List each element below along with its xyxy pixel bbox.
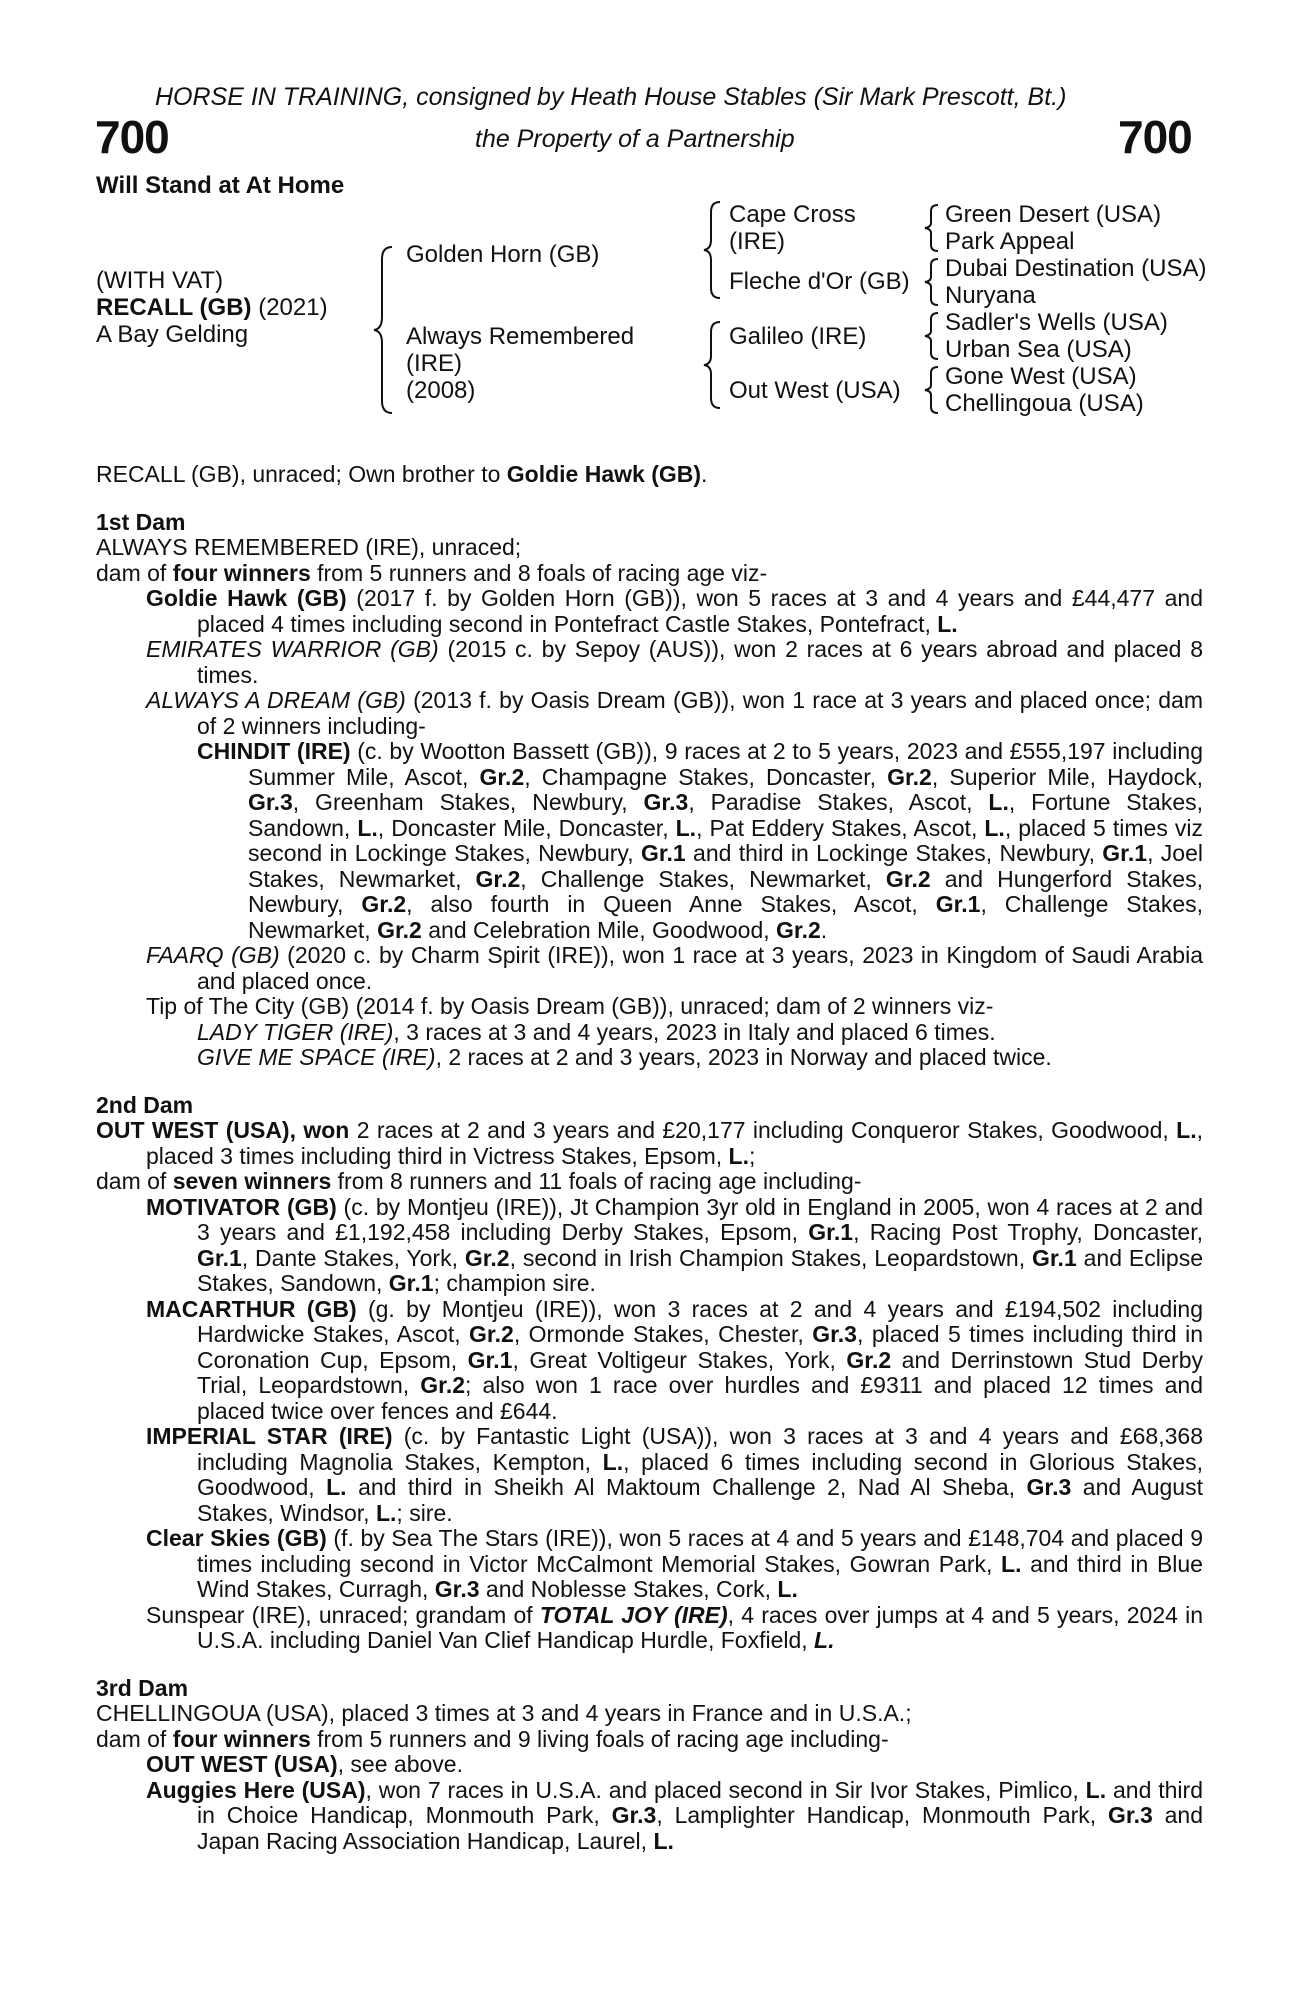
property-line: the Property of a Partnership	[475, 125, 795, 153]
horse-name	[96, 294, 328, 321]
progeny-auggies-here: Auggies Here (USA), won 7 races in U.S.A. and placed second in Sir Ivor Stakes, Pimlico, L. and third in Choice Handicap, Monmouth Park, Gr.3, Lamplighter Handicap, Monmouth Park, Gr.3 and Japan Racing Association Handicap, Laurel, L.	[146, 1776, 1203, 1854]
sds: Dubai Destination (USA)	[945, 255, 1207, 282]
consignment-line: HORSE IN TRAINING, consigned by Heath House Stables (Sir Mark Prescott, Bt.)	[155, 83, 1067, 111]
progeny-chindit: CHINDIT (IRE) (c. by Wootton Bassett (GB)), 9 races at 2 to 5 years, 2023 and £555,197 including Summer Mile, Ascot, Gr.2, Champagne Stakes, Doncaster, Gr.2, Superior Mile, Haydock, Gr.3, Greenham Stakes, Newbury, Gr.3, Paradise Stakes, Ascot, L., Fortune Stakes, Sandown, L., Doncaster Mile, Doncaster, L., Pat Eddery Stakes, Ascot, L., placed 5 times viz second in Lockinge Stakes, Newbury, Gr.1 and third in Lockinge Stakes, Newbury, Gr.1, Joel Stakes, Newmarket, Gr.2, Challenge Stakes, Newmarket, Gr.2 and Hungerford Stakes, Newbury, Gr.2, also fourth in Queen Anne Stakes, Ascot, Gr.1, Challenge Stakes, Newmarket, Gr.2 and Celebration Mile, Goodwood, Gr.2.	[197, 738, 1204, 943]
third-dam-heading: 3rd Dam	[96, 1674, 189, 1701]
vat-note: (WITH VAT)	[96, 267, 224, 294]
progeny-imperial-star: IMPERIAL STAR (IRE) (c. by Fantastic Light (USA)), won 3 races at 3 and 4 years and £68,368 including Magnolia Stakes, Kempton, L., placed 6 times including second in Glorious Stakes, Goodwood, L. and third in Sheikh Al Maktoum Challenge 2, Nad Al Sheba, Gr.3 and August Stakes, Windsor, L.; sire.	[146, 1423, 1204, 1526]
progeny-always-a-dream: ALWAYS A DREAM (GB) (2013 f. by Oasis Dream (GB)), won 1 race at 3 years and placed once; dam of 2 winners including-	[146, 687, 1203, 739]
brace-gen1	[370, 245, 400, 415]
dam-dam: Out West (USA)	[729, 377, 901, 404]
progeny-give-me-space: GIVE ME SPACE (IRE), 2 races at 2 and 3 years, 2023 in Norway and placed twice.	[197, 1044, 1052, 1070]
goldie-hawk-ref: Goldie Hawk (GB)	[506, 461, 702, 487]
second-dam-line: OUT WEST (USA), won 2 races at 2 and 3 years and £20,177 including Conqueror Stakes, Goodwood, L., placed 3 times including third in Victress Stakes, Epsom, L.;	[96, 1117, 1203, 1169]
brace-gen3-3	[922, 311, 942, 361]
intro-line: RECALL (GB), unraced; Own brother to Goldie Hawk (GB).	[96, 461, 708, 487]
stand-line: Will Stand at At Home	[96, 172, 345, 199]
brace-gen3-2	[922, 257, 942, 307]
first-dam-heading: 1st Dam	[96, 508, 186, 535]
first-dam-line: ALWAYS REMEMBERED (IRE), unraced;	[96, 534, 522, 560]
brace-gen2-top	[700, 200, 728, 300]
second-dam-heading: 2nd Dam	[96, 1091, 194, 1118]
lot-number-right: 700	[1118, 111, 1192, 163]
sss: Green Desert (USA)	[945, 201, 1162, 228]
progeny-faarq: FAARQ (GB) (2020 c. by Charm Spirit (IRE)), won 1 race at 3 years, 2023 in Kingdom of Saudi Arabia and placed once.	[146, 942, 1203, 994]
dam-line-2: (IRE)	[406, 350, 462, 377]
sdd: Nuryana	[945, 282, 1036, 309]
sire-sire-line-1: Cape Cross	[729, 201, 856, 228]
progeny-clear-skies: Clear Skies (GB) (f. by Sea The Stars (IRE)), won 5 races at 4 and 5 years and £148,704 and placed 9 times including second in Victor McCalmont Memorial Stakes, Gowran Park, L. and third in Blue Wind Stakes, Curragh, Gr.3 and Noblesse Stakes, Cork, L.	[146, 1525, 1204, 1602]
dam-sire: Galileo (IRE)	[729, 323, 867, 350]
ddd: Chellingoua (USA)	[945, 390, 1144, 417]
progeny-tip-of-the-city: Tip of The City (GB) (2014 f. by Oasis Dream (GB)), unraced; dam of 2 winners viz-	[146, 993, 994, 1019]
lot-number-left: 700	[95, 111, 169, 163]
progeny-macarthur: MACARTHUR (GB) (g. by Montjeu (IRE)), won 3 races at 2 and 4 years and £194,502 including Hardwicke Stakes, Ascot, Gr.2, Ormonde Stakes, Chester, Gr.3, placed 5 times including third in Coronation Cup, Epsom, Gr.1, Great Voltigeur Stakes, York, Gr.2 and Derrinstown Stud Derby Trial, Leopardstown, Gr.2; also won 1 race over hurdles and £9311 and placed 12 times and placed twice over fences and £644.	[146, 1295, 1204, 1424]
horse-description: A Bay Gelding	[96, 321, 249, 348]
brace-gen3-1	[922, 203, 942, 253]
progeny-goldie-hawk: Goldie Hawk (GB) (2017 f. by Golden Horn (GB)), won 5 races at 3 and 4 years and £44,477 and placed 4 times including second in Pontefract Castle Stakes, Pontefract, L.	[146, 585, 1203, 637]
dss: Sadler's Wells (USA)	[945, 309, 1168, 336]
progeny-sunspear: Sunspear (IRE), unraced; grandam of TOTAL JOY (IRE), 4 races over jumps at 4 and 5 years, 2024 in U.S.A. including Daniel Van Clief Handicap Hurdle, Foxfield, L.	[146, 1601, 1204, 1653]
ssd: Park Appeal	[945, 228, 1075, 255]
first-dam-of: dam of four winners from 5 runners and 8 foals of racing age viz-	[96, 559, 768, 586]
catalogue-text	[96, 462, 1203, 1854]
horse-name-text: RECALL (GB)	[96, 294, 252, 321]
dds: Gone West (USA)	[945, 363, 1137, 390]
progeny-out-west: OUT WEST (USA), see above.	[146, 1751, 463, 1777]
sire-dam: Fleche d'Or (GB)	[729, 268, 910, 295]
brace-gen3-4	[922, 365, 942, 415]
progeny-emirates-warrior: EMIRATES WARRIOR (GB) (2015 c. by Sepoy (AUS)), won 2 races at 6 years abroad and placed 8 times.	[146, 636, 1203, 688]
second-dam-of: dam of seven winners from 8 runners and 11 foals of racing age including-	[96, 1168, 862, 1194]
dam-line-3: (2008)	[406, 377, 476, 404]
progeny-lady-tiger: LADY TIGER (IRE), 3 races at 3 and 4 years, 2023 in Italy and placed 6 times.	[197, 1018, 996, 1045]
sire-sire-line-2: (IRE)	[729, 228, 785, 255]
brace-gen2-bottom	[700, 320, 728, 410]
third-dam-line: CHELLINGOUA (USA), placed 3 times at 3 and 4 years in France and in U.S.A.;	[96, 1700, 912, 1726]
third-dam-of: dam of four winners from 5 runners and 9 living foals of racing age including-	[96, 1725, 889, 1752]
dam-line-1: Always Remembered	[406, 323, 635, 350]
sire: Golden Horn (GB)	[406, 241, 600, 268]
progeny-motivator: MOTIVATOR (GB) (c. by Montjeu (IRE)), Jt Champion 3yr old in England in 2005, won 4 races at 2 and 3 years and £1,192,458 including Derby Stakes, Epsom, Gr.1, Racing Post Trophy, Doncaster, Gr.1, Dante Stakes, York, Gr.2, second in Irish Champion Stakes, Leopardstown, Gr.1 and Eclipse Stakes, Sandown, Gr.1; champion sire.	[146, 1193, 1203, 1296]
horse-year: (2021)	[258, 294, 328, 321]
dsd: Urban Sea (USA)	[945, 336, 1132, 363]
